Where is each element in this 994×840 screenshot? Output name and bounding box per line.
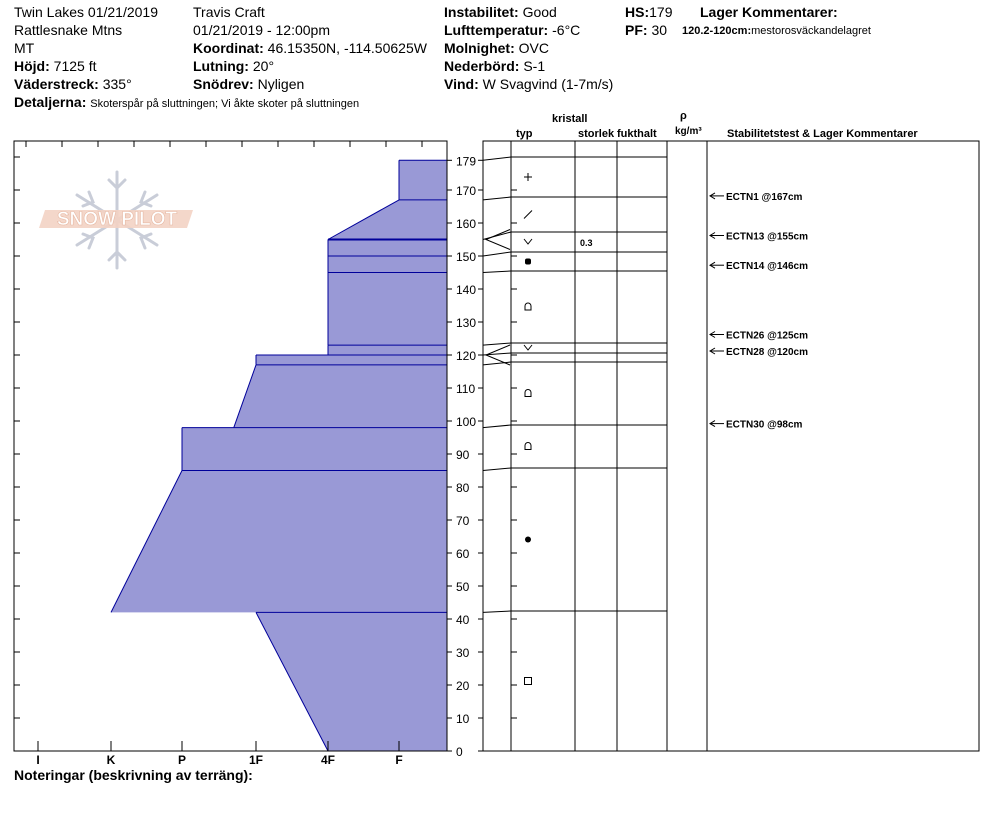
profile-layer xyxy=(256,355,447,365)
hardness-tick-label: 4F xyxy=(320,753,336,767)
grain-surface-hoar-icon xyxy=(524,345,532,350)
test-label: ECTN30 @98cm xyxy=(726,419,803,431)
depth-tick-label: 140 xyxy=(456,283,477,297)
range-name: Rattlesnake Mtns xyxy=(14,22,123,38)
wind-label: Vind: xyxy=(444,76,479,92)
profile-layer xyxy=(328,345,447,355)
profile-layer xyxy=(256,612,447,751)
type-header: typ xyxy=(516,128,533,140)
test-label: ECTN14 @146cm xyxy=(726,261,809,273)
depth-tick-label: 130 xyxy=(456,316,477,330)
profile-layer xyxy=(234,365,447,428)
hs-label: HS: xyxy=(625,4,650,20)
stability-header: Stabilitetstest & Lager Kommentarer xyxy=(727,128,918,140)
depth-axis xyxy=(447,154,483,759)
logo-text: SNOW PILOT xyxy=(56,209,178,230)
site-date: Twin Lakes 01/21/2019 xyxy=(14,4,158,20)
slope-value: 20° xyxy=(252,58,275,74)
grain-melt-freeze-icon xyxy=(525,259,531,265)
hardness-tick-label: F xyxy=(395,753,403,767)
coord-value: 46.15350N, -114.50625W xyxy=(267,40,427,56)
depth-tick-label: 150 xyxy=(456,250,477,264)
crystal-header: kristall xyxy=(552,113,588,125)
layer-comment-range: 120.2-120cm: xyxy=(682,25,752,37)
wind-value: W Svagvind (1-7m/s) xyxy=(482,76,614,92)
details-label: Detaljerna: xyxy=(14,94,87,110)
grain-rounded-icon xyxy=(525,390,531,397)
state-name: MT xyxy=(14,40,35,56)
observation-datetime: 01/21/2019 - 12:00pm xyxy=(193,22,330,38)
hardness-tick-label: P xyxy=(177,753,187,767)
slope-label: Lutning: xyxy=(193,58,249,74)
hs-value: 179 xyxy=(649,4,673,20)
grain-surface-hoar-icon xyxy=(524,239,532,244)
layer-connector xyxy=(483,252,511,256)
hardness-tick-label: I xyxy=(36,753,40,767)
sky-label: Molnighet: xyxy=(444,40,515,56)
depth-tick-label: 90 xyxy=(456,448,470,462)
stability-label: Instabilitet: xyxy=(444,4,519,20)
depth-tick-label: 110 xyxy=(456,382,476,396)
profile-layer xyxy=(328,240,447,257)
moisture-header: fukthalt xyxy=(617,128,657,140)
hardness-tick-label: K xyxy=(106,753,116,767)
elevation-value: 7125 ft xyxy=(53,58,97,74)
layer-connector xyxy=(483,468,511,471)
layer-comments-title: Lager Kommentarer: xyxy=(700,4,838,20)
depth-tick-label: 179 xyxy=(456,154,477,169)
aspect-label: Väderstreck: xyxy=(14,76,99,92)
depth-tick-label: 120 xyxy=(456,349,477,363)
pf-value: 30 xyxy=(651,22,668,38)
elevation-label: Höjd: xyxy=(14,58,50,74)
depth-tick-label: 10 xyxy=(456,712,470,726)
profile-layer xyxy=(111,471,447,613)
layer-connector xyxy=(483,343,511,345)
hardness-tick-label: 1F xyxy=(248,753,264,767)
depth-tick-label: 40 xyxy=(456,613,470,627)
profile-layer xyxy=(182,428,447,471)
hardness-profile xyxy=(111,160,447,751)
test-label: ECTN26 @125cm xyxy=(726,330,809,342)
wind-loading-value: Nyligen xyxy=(257,76,305,92)
profile-layer xyxy=(399,160,447,200)
grain-rounded-icon xyxy=(525,443,531,450)
grain-rounded-icon xyxy=(525,303,531,310)
air-temp-value: -6°C xyxy=(552,22,581,38)
sky-value: OVC xyxy=(518,40,549,56)
aspect-value: 335° xyxy=(102,76,132,92)
precip-label: Nederbörd: xyxy=(444,58,520,74)
pf-label: PF: xyxy=(625,22,648,38)
depth-tick-label: 70 xyxy=(456,514,470,528)
depth-tick-label: 80 xyxy=(456,481,470,495)
density-unit-header: kg/m³ xyxy=(675,126,702,137)
stability-tests xyxy=(710,192,808,431)
test-label: ECTN28 @120cm xyxy=(726,347,809,358)
coord-label: Koordinat: xyxy=(193,40,264,56)
depth-tick-label: 20 xyxy=(456,679,470,693)
layer-comment-text: mestorosväckandelagret xyxy=(751,25,871,37)
test-label: ECTN13 @155cm xyxy=(726,231,809,243)
profile-layer xyxy=(328,256,447,273)
rho-header: ρ xyxy=(680,110,687,122)
air-temp-label: Lufttemperatur: xyxy=(444,22,549,38)
layer-connector xyxy=(483,425,511,428)
grain-size-label: 0.3 xyxy=(580,238,593,248)
layer-connector xyxy=(483,157,511,160)
size-header: storlek xyxy=(578,128,615,140)
weak-layer-arrow-icon xyxy=(486,230,510,250)
depth-tick-label: 30 xyxy=(456,646,470,660)
depth-tick-label: 170 xyxy=(456,184,477,198)
layer-connector xyxy=(483,271,511,273)
depth-tick-label: 60 xyxy=(456,547,470,561)
observer: Travis Craft xyxy=(193,4,265,20)
grain-dot-icon xyxy=(525,537,531,543)
layer-connector xyxy=(483,197,511,200)
depth-tick-label: 50 xyxy=(456,580,470,594)
stability-value: Good xyxy=(522,4,557,20)
grain-types xyxy=(524,173,593,685)
precip-value: S-1 xyxy=(523,58,546,74)
test-label: ECTN1 @167cm xyxy=(726,191,803,203)
details-value: Skoterspår på sluttningen; Vi åkte skoter på sluttningen xyxy=(90,98,360,110)
grain-slash-icon xyxy=(524,211,532,219)
layer-connector xyxy=(483,611,511,612)
layer-connector xyxy=(483,232,511,240)
depth-tick-label: 100 xyxy=(456,415,477,429)
depth-tick-label: 160 xyxy=(456,217,477,231)
profile-layer xyxy=(328,273,447,346)
depth-tick-label: 0 xyxy=(456,745,463,759)
wind-loading-label: Snödrev: xyxy=(193,76,254,92)
grain-faceted-icon xyxy=(525,678,532,685)
terrain-notes-label: Noteringar (beskrivning av terräng): xyxy=(14,767,253,783)
